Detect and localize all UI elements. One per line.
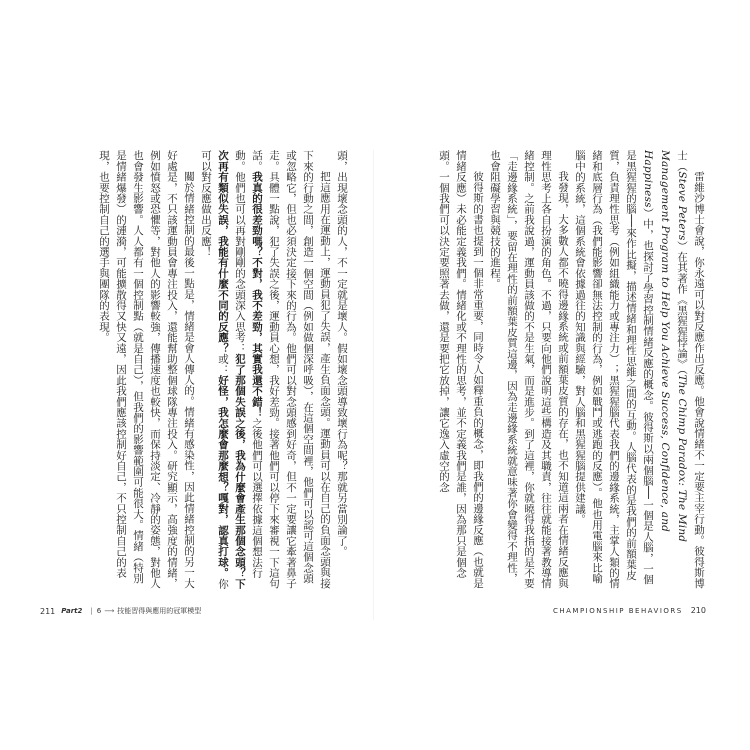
paragraph-text: 之後他們可以選擇依據這個想法行動。他們也可以再對剛剛的念頭深入思考：	[234, 150, 263, 579]
bold-inner-voice: 我真的很差勁嗎？不對，我不差勁，其實我還不錯！	[251, 171, 263, 418]
bold-refocus-cue: 好怪，我怎麼會那麼想？嘎對，認真打球。	[217, 374, 229, 579]
paragraph-text: ）中，也探討了學習控制情緒反應的概念。彼得斯以兩個腦──一個是人腦，一個是黑猩猩的腦──來作比擬，描述情緒和理性思維之間的互動。人腦代表的是我們的前額葉皮質，負責理性思考（例如組織能力或專注力）；黑猩猩腦代表我們的邊緣系統，主掌人類的情緒和底層行為（我們能影響卻無法控制的行為，例如戰鬥或逃跑的反應）。他也用電腦來比喻腦中的系統，這個系統會依據過往的知識與經驗，對人腦和黑猩猩腦提供建議。	[574, 150, 654, 589]
chapter-number: 6	[96, 607, 102, 615]
paragraph	[197, 150, 333, 590]
bold-reflection-question: 犯了那個失誤之後，我為什麼會產生那個念頭？下次再有類似失誤，我能有什麼不同的反應？	[217, 150, 246, 589]
running-title: CHAMPIONSHIP BEHAVIORS	[552, 606, 683, 615]
author-name: Steve Peters	[676, 171, 688, 241]
paragraph-text: ）在其著作《黑猩猩悖論》（	[676, 240, 688, 375]
left-footer	[40, 606, 201, 616]
arrow-icon: ⟶	[104, 607, 115, 615]
chapter-title: 技能習得與應用的冠軍模型	[117, 607, 202, 615]
paragraph: 關於情緒控制的最後一點是，情緒是會人傳人的。情緒有感染性，因此情緒控制的另一大好處是，不只該運動員會專注投入，還能幫助整個球隊專注投入。研究顯示，高強度的情緒，例如憤怒或恐懼等，對他人的影響較強，傳播速度也較快，而保持淡定、冷靜的姿態，對他人也會發生影響。人人都有一個控制點（就是自己），但我們的影響範圍可能很大。情緒（特別是情緒爆發）的漣漪，可能擴散得又快又遠，因此我們應該控制好自己，不只控制自己的表現，也要控制自己的選手與團隊的表現。	[98, 150, 195, 589]
part-label: Part2	[61, 607, 83, 615]
paragraph-text: 或：	[217, 353, 229, 375]
paragraph-text: 雷維沙博士會說，你永遠可以對反應作出反應。他會說情緒不一定要主宰行動。彼得斯博士（	[676, 150, 705, 589]
left-page	[52, 150, 350, 590]
paragraph-text: 把這應用在運動上，運動員犯了失誤，產生負面念頭。運動員可以在自己的負面念頭與接下來的行動之間，創造一個空間（例如做個深呼吸），在這個空間裡，他們可以認可這個念頭或忽略它，但也必須決定接下來的行為。他們可以對念頭感到好奇，但不一定要讓它牽著鼻子走。具體一點說，犯了失誤之後，運動員心想，我好差勁。接著他們可以停下來審視一下這句話。	[251, 150, 331, 589]
left-page-body	[52, 150, 350, 590]
paragraph-text: 你可以對反應做出反應！	[200, 150, 229, 589]
page-number-left: 211	[40, 606, 56, 616]
paragraph	[571, 150, 707, 590]
page-number-right: 210	[690, 606, 706, 615]
right-page	[412, 150, 707, 590]
paragraph: 彼得斯的書也提到一個非常重要，同時令人如釋重負的概念，即我們的邊緣反應（也就是情緒反應）未必能定義我們。情緒化或不理性的思考，並不定義我們是誰，因為那只是個念頭。一個我們可以決定要照著去做，還是要把它放掉，讓它逸入虛空的念	[438, 150, 484, 589]
divider: |	[90, 607, 93, 615]
right-page-body	[412, 150, 707, 590]
right-footer	[553, 606, 706, 615]
paragraph: 我發現，大多數人都不曉得邊緣系統或前額葉皮質的存在，也不知道這兩者在情緒反應與理性思考上各自扮演的角色。不過，只要向他們說明這些構造及其職責，往往就能接著教導情緒控制。之前我說過，運動員該做的不是生氣，而是進步。到了這裡，你就曉得我指的是不要「走邊緣系統」，要留在理性的前額葉皮質這邊，因為走邊緣系統就意味著你會變得不理性，也會阻礙學習與競技的進程。	[489, 150, 569, 589]
page-gutter	[373, 150, 374, 620]
book-title-english: The Chimp Paradox: The Mind Management Program to Help You Achieve Success, Confidence, and Happiness	[642, 150, 688, 543]
paragraph: 頭，出現壞念頭的人，不一定就是壞人。假如壞念頭導致壞行為呢？那就另當別論了。	[336, 150, 348, 557]
